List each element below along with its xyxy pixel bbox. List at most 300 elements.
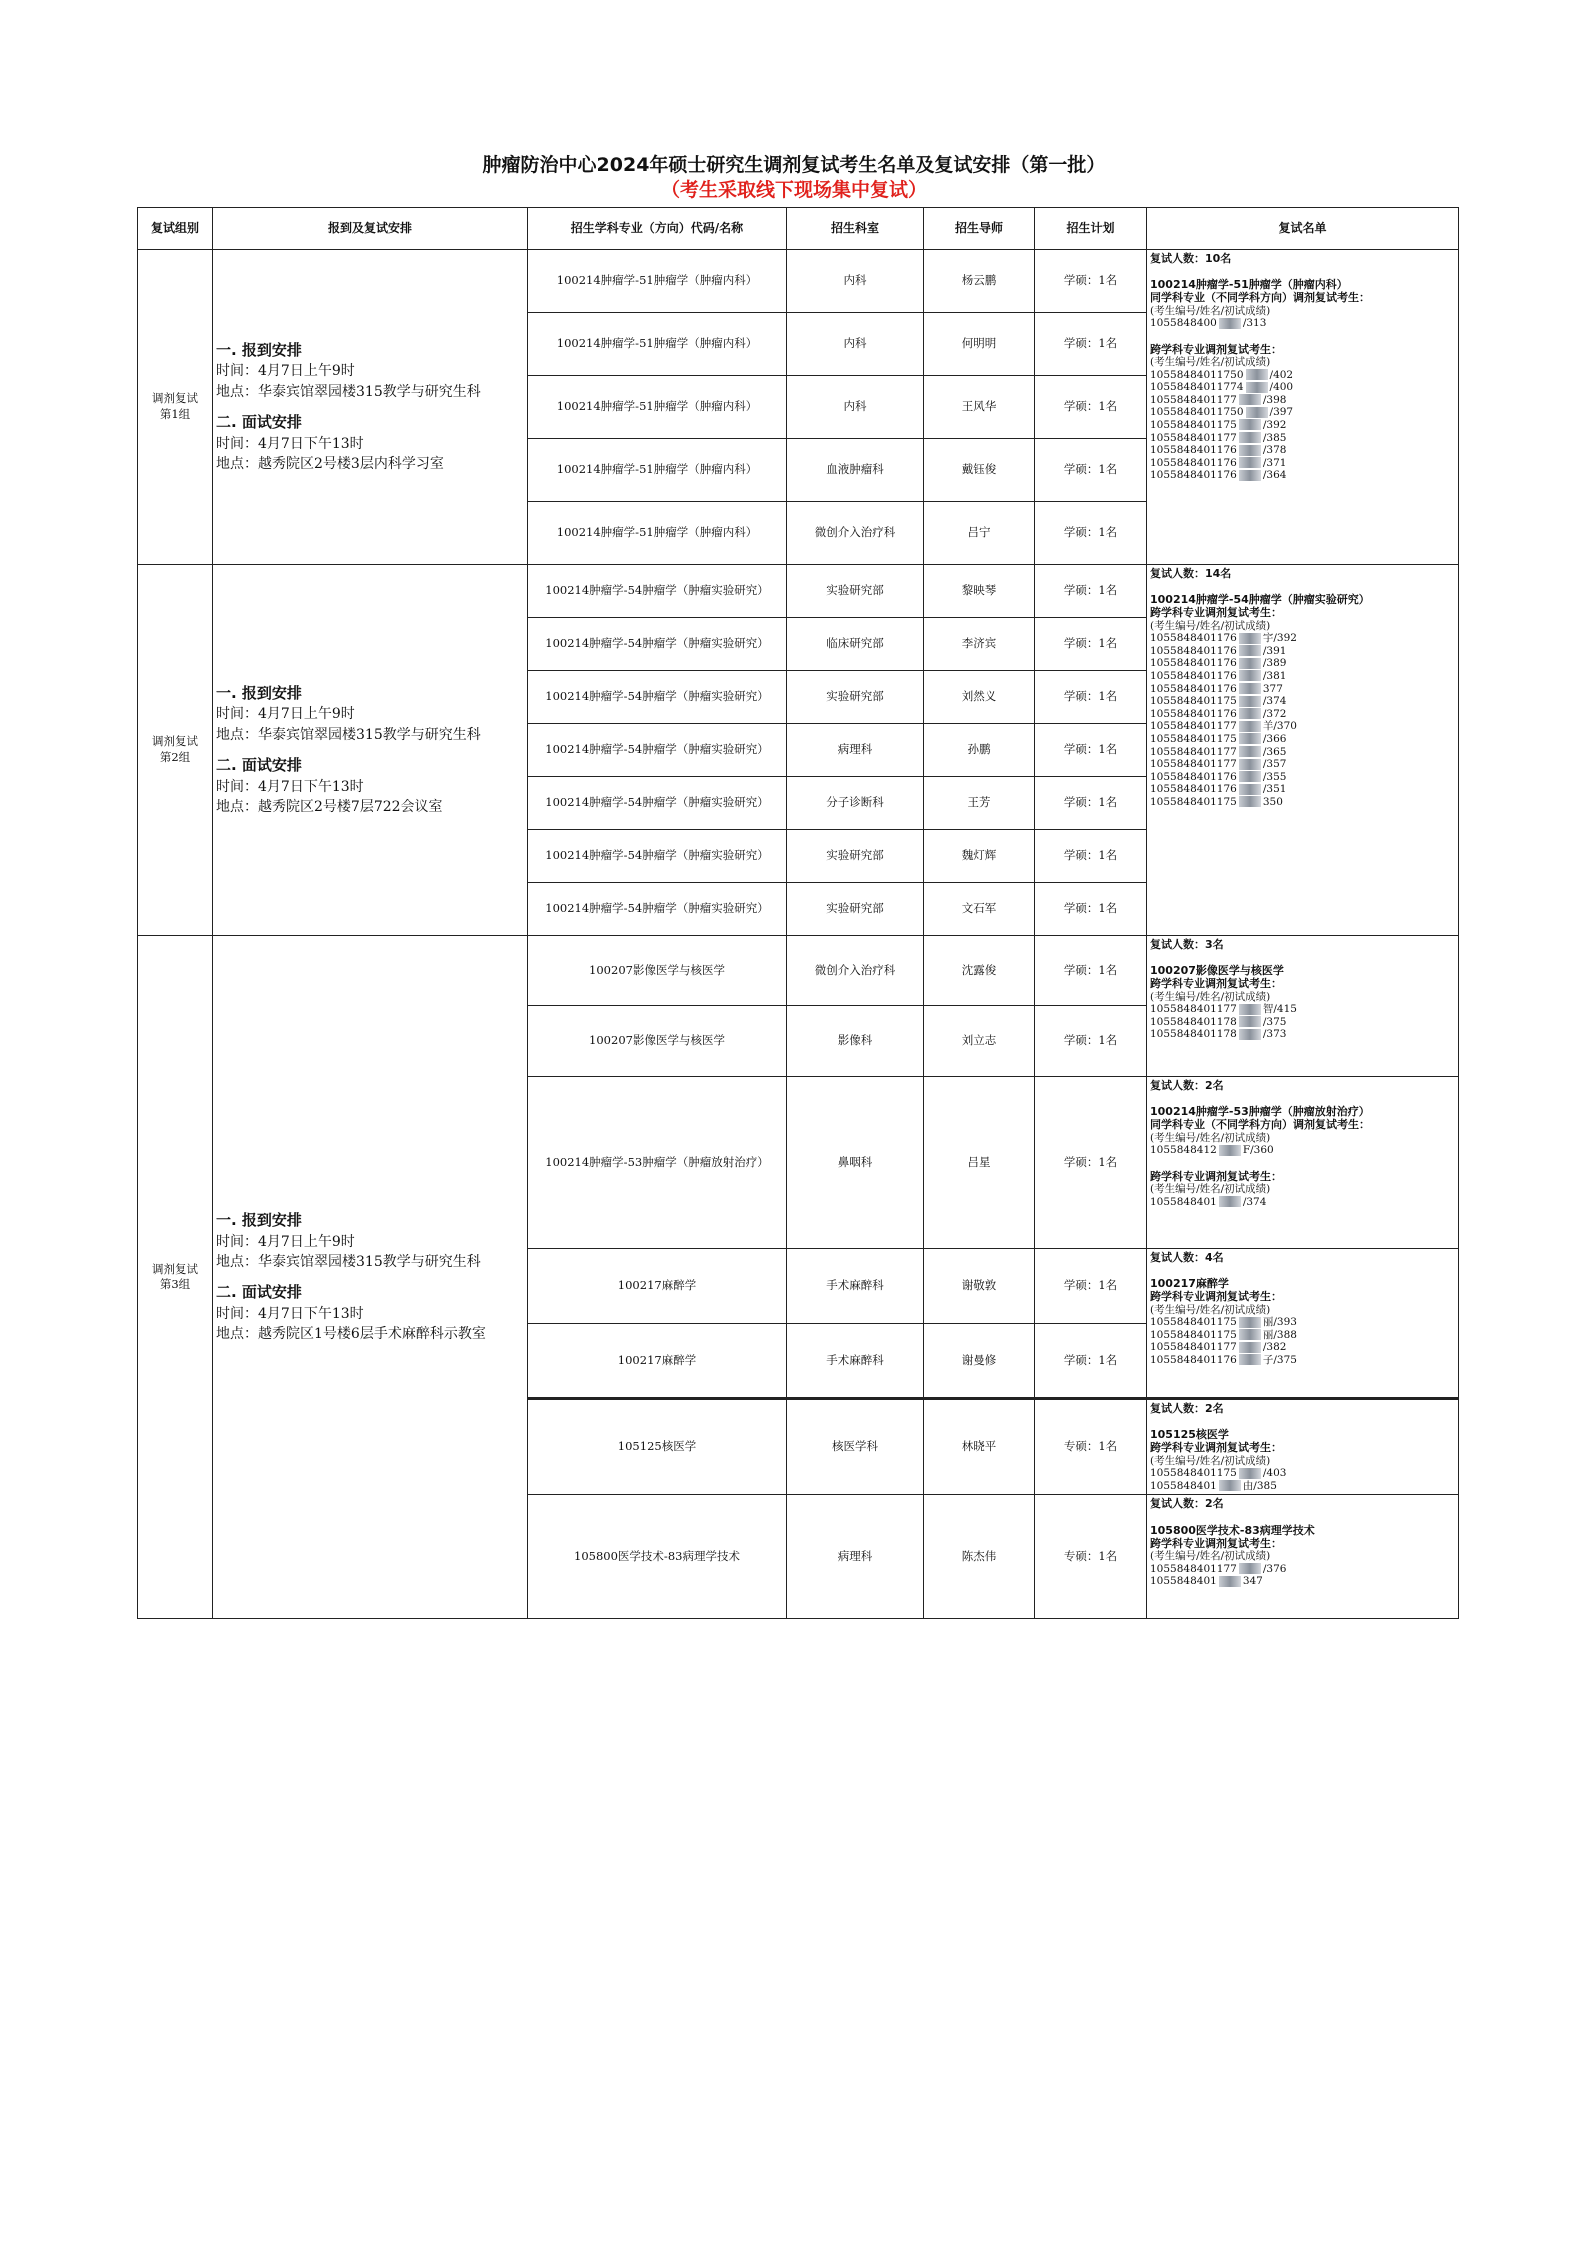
candidate-list: [1147, 565, 1459, 936]
name-redacted: [1239, 721, 1261, 732]
major-cell: 100214肿瘤学-51肿瘤学（肿瘤内科）: [528, 250, 787, 313]
candidate-score: /385: [1262, 431, 1287, 444]
candidate-entry: [1150, 1016, 1455, 1029]
header-row: [138, 208, 1459, 250]
name-redacted: [1239, 394, 1261, 405]
plan-cell: 学硕：1名: [1035, 830, 1147, 883]
name-redacted: [1239, 771, 1261, 782]
candidate-id: 1055848401: [1150, 1479, 1217, 1492]
candidate-score: /365: [1262, 745, 1287, 758]
list-count: 复试人数：4名: [1150, 1251, 1224, 1264]
name-redacted: [1239, 432, 1261, 443]
major-cell: 100217麻醉学: [528, 1324, 787, 1399]
arrangement-t2: 时间：4月7日下午13时: [216, 778, 364, 795]
arrangement-t2: 时间：4月7日下午13时: [216, 1305, 364, 1322]
candidate-score: /382: [1262, 1341, 1287, 1354]
candidate-entry: [1150, 444, 1455, 457]
group-name-line1: 调剂复试: [152, 391, 198, 406]
major-cell: 100214肿瘤学-54肿瘤学（肿瘤实验研究）: [528, 724, 787, 777]
candidate-score: 丽/388: [1262, 1328, 1297, 1341]
name-redacted: [1239, 1468, 1261, 1479]
candidate-score: 宇/392: [1262, 632, 1297, 645]
spacer: [1150, 1092, 1455, 1105]
list-section-title: 跨学科专业调剂复试考生：: [1150, 977, 1282, 991]
candidate-entry: [1150, 457, 1455, 470]
candidate-score: /389: [1262, 657, 1287, 670]
plan-cell: 学硕：1名: [1035, 502, 1147, 565]
arrangement-t1: 时间：4月7日上午9时: [216, 706, 355, 723]
list-section-title: 跨学科专业调剂复试考生：: [1150, 1441, 1282, 1455]
candidate-score: 丽/393: [1262, 1316, 1297, 1329]
candidate-entry: [1150, 1480, 1455, 1493]
candidate-id: 1055848401178: [1150, 1015, 1237, 1028]
plan-cell: 学硕：1名: [1035, 313, 1147, 376]
dept-cell: 临床研究部: [787, 618, 924, 671]
candidate-id: 1055848401176: [1150, 1353, 1237, 1366]
name-redacted: [1239, 658, 1261, 669]
list-major: 100217麻醉学: [1150, 1277, 1229, 1291]
list-format: (考生编号/姓名/初试成绩): [1150, 1131, 1271, 1144]
name-redacted: [1239, 1029, 1261, 1040]
arrangement-cell: [213, 936, 528, 1619]
arrangement-h2: 二. 面试安排: [216, 413, 302, 431]
major-cell: 100214肿瘤学-54肿瘤学（肿瘤实验研究）: [528, 883, 787, 936]
candidate-id: 1055848401: [1150, 1195, 1217, 1208]
name-redacted: [1239, 1342, 1261, 1353]
header-major: 招生学科专业（方向）代码/名称: [528, 208, 787, 250]
group-name-line1: 调剂复试: [152, 734, 198, 749]
candidate-id: 1055848401176: [1150, 783, 1237, 796]
candidate-id: 1055848400: [1150, 317, 1217, 330]
major-cell: 100214肿瘤学-51肿瘤学（肿瘤内科）: [528, 502, 787, 565]
arrangement-p2: 地点：越秀院区1号楼6层手术麻醉科示教室: [216, 1326, 486, 1343]
list-count: 复试人数：2名: [1150, 1079, 1224, 1092]
page-subtitle: （考生采取线下现场集中复试）: [660, 179, 927, 201]
candidate-entry: [1150, 432, 1455, 445]
plan-cell: 学硕：1名: [1035, 724, 1147, 777]
name-redacted: [1239, 645, 1261, 656]
candidate-entry: [1150, 1003, 1455, 1016]
arrangement-p1: 地点：华泰宾馆翠园楼315教学与研究生科: [216, 1253, 481, 1270]
name-redacted: [1219, 1480, 1241, 1491]
plan-cell: 学硕：1名: [1035, 777, 1147, 830]
schedule-table: [137, 207, 1459, 1619]
arrangement-p2: 地点：越秀院区2号楼3层内科学习室: [216, 456, 444, 473]
list-format: (考生编号/姓名/初试成绩): [1150, 1454, 1271, 1467]
tutor-cell: 王芳: [924, 777, 1035, 830]
candidate-score: /364: [1262, 469, 1287, 482]
candidate-id: 1055848401176: [1150, 682, 1237, 695]
dept-cell: 血液肿瘤科: [787, 439, 924, 502]
list-section-title: 跨学科专业调剂复试考生：: [1150, 1536, 1282, 1550]
candidate-id: 10558484011750: [1150, 406, 1244, 419]
tutor-cell: 吕宁: [924, 502, 1035, 565]
candidate-score: /371: [1262, 456, 1287, 469]
list-major: 105800医学技术-83病理学技术: [1150, 1523, 1315, 1537]
candidate-score: /400: [1269, 381, 1294, 394]
page-title: 肿瘤防治中心2024年硕士研究生调剂复试考生名单及复试安排（第一批）: [482, 154, 1106, 176]
candidate-id: 1055848401178: [1150, 1028, 1237, 1041]
major-cell: 100214肿瘤学-54肿瘤学（肿瘤实验研究）: [528, 777, 787, 830]
candidate-score: 377: [1262, 682, 1283, 695]
arrangement-h2: 二. 面试安排: [216, 1283, 302, 1302]
candidate-entry: [1150, 369, 1455, 382]
major-cell: 100214肿瘤学-51肿瘤学（肿瘤内科）: [528, 439, 787, 502]
candidate-id: 1055848401: [1150, 1575, 1217, 1588]
candidate-id: 1055848401177: [1150, 1562, 1237, 1575]
dept-cell: 鼻咽科: [787, 1077, 924, 1249]
candidate-score: /351: [1262, 783, 1287, 796]
candidate-entry: [1150, 1575, 1455, 1588]
candidate-id: 1055848401176: [1150, 456, 1237, 469]
table-row: [138, 565, 1459, 618]
major-cell: 100217麻醉学: [528, 1249, 787, 1324]
arrangement-h1: 一. 报到安排: [216, 340, 302, 359]
candidate-score: /398: [1262, 393, 1287, 406]
tutor-cell: 何明明: [924, 313, 1035, 376]
dept-cell: 分子诊断科: [787, 777, 924, 830]
plan-cell: 学硕：1名: [1035, 565, 1147, 618]
major-cell: 100214肿瘤学-54肿瘤学（肿瘤实验研究）: [528, 565, 787, 618]
dept-cell: 影像科: [787, 1006, 924, 1077]
candidate-score: /355: [1262, 770, 1287, 783]
dept-cell: 实验研究部: [787, 830, 924, 883]
spacer: [1150, 265, 1455, 278]
major-cell: 100214肿瘤学-51肿瘤学（肿瘤内科）: [528, 376, 787, 439]
candidate-entry: [1150, 1028, 1455, 1041]
list-count: 复试人数：14名: [1150, 567, 1232, 580]
candidate-entry: [1150, 1467, 1455, 1480]
list-count: 复试人数：2名: [1150, 1497, 1224, 1511]
name-redacted: [1239, 683, 1261, 694]
plan-cell: 学硕：1名: [1035, 936, 1147, 1006]
candidate-list: [1147, 936, 1459, 1077]
list-format: (考生编号/姓名/初试成绩): [1150, 619, 1271, 632]
group-name-line2: 第2组: [159, 750, 191, 764]
candidate-entry: [1150, 1316, 1455, 1329]
candidate-id: 1055848401175: [1150, 1328, 1237, 1341]
list-major: 100214肿瘤学-54肿瘤学（肿瘤实验研究）: [1150, 593, 1370, 607]
major-cell: 100214肿瘤学-54肿瘤学（肿瘤实验研究）: [528, 618, 787, 671]
plan-cell: 专硕：1名: [1035, 1399, 1147, 1495]
spacer: [1150, 330, 1455, 343]
candidate-id: 1055848401177: [1150, 1003, 1237, 1016]
candidate-score: 由/385: [1242, 1479, 1277, 1492]
major-cell: 100214肿瘤学-54肿瘤学（肿瘤实验研究）: [528, 830, 787, 883]
candidate-id: 10558484011774: [1150, 381, 1244, 394]
list-format: (考生编号/姓名/初试成绩): [1150, 355, 1271, 368]
plan-cell: 专硕：1名: [1035, 1495, 1147, 1619]
tutor-cell: 王风华: [924, 376, 1035, 439]
major-cell: 105800医学技术-83病理学技术: [528, 1495, 787, 1619]
name-redacted: [1239, 784, 1261, 795]
header-list: 复试名单: [1147, 208, 1459, 250]
candidate-entry: [1150, 1329, 1455, 1342]
group-name-line2: 第1组: [159, 407, 191, 421]
table-row: [138, 936, 1459, 1006]
candidate-score: /373: [1262, 1028, 1287, 1041]
candidate-entry: [1150, 796, 1455, 809]
list-major: 100214肿瘤学-53肿瘤学（肿瘤放射治疗）: [1150, 1105, 1370, 1119]
dept-cell: 内科: [787, 250, 924, 313]
candidate-entry: [1150, 1341, 1455, 1354]
name-redacted: [1239, 445, 1261, 456]
candidate-entry: [1150, 381, 1455, 394]
candidate-id: 1055848401176: [1150, 444, 1237, 457]
candidate-entry: [1150, 317, 1455, 330]
list-major: 100214肿瘤学-51肿瘤学（肿瘤内科）: [1150, 278, 1348, 292]
candidate-score: /357: [1262, 758, 1287, 771]
dept-cell: 实验研究部: [787, 671, 924, 724]
dept-cell: 手术麻醉科: [787, 1324, 924, 1399]
list-count: 复试人数：10名: [1150, 252, 1232, 265]
list-major: 100207影像医学与核医学: [1150, 964, 1284, 978]
name-redacted: [1246, 382, 1268, 393]
candidate-id: 1055848401176: [1150, 632, 1237, 645]
spacer: [1150, 580, 1455, 593]
major-cell: 100214肿瘤学-54肿瘤学（肿瘤实验研究）: [528, 671, 787, 724]
candidate-score: /375: [1262, 1015, 1287, 1028]
list-format: (考生编号/姓名/初试成绩): [1150, 304, 1271, 317]
candidate-score: 羊/370: [1262, 720, 1297, 733]
list-section-title: 跨学科专业调剂复试考生：: [1150, 342, 1282, 356]
major-cell: 100214肿瘤学-51肿瘤学（肿瘤内科）: [528, 313, 787, 376]
candidate-id: 1055848401176: [1150, 657, 1237, 670]
arrangement-h1: 一. 报到安排: [216, 683, 302, 702]
list-count: 复试人数：2名: [1150, 1402, 1224, 1415]
dept-cell: 内科: [787, 376, 924, 439]
name-redacted: [1239, 696, 1261, 707]
spacer: [1150, 1511, 1455, 1524]
candidate-score: /392: [1262, 418, 1287, 431]
tutor-cell: 黎映琴: [924, 565, 1035, 618]
candidate-entry: [1150, 1563, 1455, 1576]
list-section-title: 跨学科专业调剂复试考生：: [1150, 1290, 1282, 1304]
name-redacted: [1219, 1145, 1241, 1156]
plan-cell: 学硕：1名: [1035, 618, 1147, 671]
candidate-entry: [1150, 733, 1455, 746]
candidate-entry: [1150, 469, 1455, 482]
name-redacted: [1239, 1329, 1261, 1340]
list-count: 复试人数：3名: [1150, 938, 1224, 951]
tutor-cell: 戴钰俊: [924, 439, 1035, 502]
name-redacted: [1239, 746, 1261, 757]
list-format: (考生编号/姓名/初试成绩): [1150, 990, 1271, 1003]
candidate-entry: [1150, 670, 1455, 683]
group-name: [138, 936, 213, 1619]
candidate-id: 1055848401175: [1150, 795, 1237, 808]
name-redacted: [1239, 1004, 1261, 1015]
candidate-score: /403: [1262, 1467, 1287, 1480]
header-group: 复试组别: [138, 208, 213, 250]
list-section-title: 跨学科专业调剂复试考生：: [1150, 606, 1282, 620]
major-cell: 100207影像医学与核医学: [528, 936, 787, 1006]
candidate-score: /313: [1242, 317, 1267, 330]
candidate-score: /366: [1262, 732, 1287, 745]
candidate-list: [1147, 1077, 1459, 1249]
candidate-score: /378: [1262, 444, 1287, 457]
list-format: (考生编号/姓名/初试成绩): [1150, 1303, 1271, 1316]
list-section-title: 同学科专业（不同学科方向）调剂复试考生：: [1150, 291, 1370, 305]
group-name: [138, 250, 213, 565]
name-redacted: [1219, 1576, 1241, 1587]
plan-cell: 学硕：1名: [1035, 439, 1147, 502]
plan-cell: 学硕：1名: [1035, 671, 1147, 724]
candidate-score: 347: [1242, 1575, 1263, 1588]
name-redacted: [1239, 759, 1261, 770]
name-redacted: [1219, 318, 1241, 329]
arrangement-cell: [213, 250, 528, 565]
candidate-id: 1055848401175: [1150, 1316, 1237, 1329]
arrangement-h2: 二. 面试安排: [216, 756, 302, 774]
tutor-cell: 谢敬敦: [924, 1249, 1035, 1324]
tutor-cell: 沈露俊: [924, 936, 1035, 1006]
plan-cell: 学硕：1名: [1035, 1249, 1147, 1324]
tutor-cell: 刘立志: [924, 1006, 1035, 1077]
name-redacted: [1239, 1354, 1261, 1365]
candidate-score: /376: [1262, 1562, 1287, 1575]
candidate-entry: [1150, 1196, 1455, 1209]
candidate-id: 1055848401175: [1150, 1467, 1237, 1480]
plan-cell: 学硕：1名: [1035, 250, 1147, 313]
name-redacted: [1239, 733, 1261, 744]
group-name: [138, 565, 213, 936]
candidate-entry: [1150, 632, 1455, 645]
dept-cell: 实验研究部: [787, 565, 924, 618]
candidate-list: [1147, 1399, 1459, 1495]
dept-cell: 核医学科: [787, 1399, 924, 1495]
arrangement-p1: 地点：华泰宾馆翠园楼315教学与研究生科: [216, 383, 481, 400]
name-redacted: [1219, 1196, 1241, 1207]
header-plan: 招生计划: [1035, 208, 1147, 250]
name-redacted: [1239, 1563, 1261, 1574]
candidate-id: 1055848401175: [1150, 695, 1237, 708]
candidate-score: /397: [1269, 406, 1294, 419]
arrangement-t1: 时间：4月7日上午9时: [216, 363, 355, 380]
list-section-title: 同学科专业（不同学科方向）调剂复试考生：: [1150, 1118, 1370, 1132]
candidate-id: 1055848401175: [1150, 732, 1237, 745]
candidate-entry: [1150, 683, 1455, 696]
name-redacted: [1239, 470, 1261, 481]
header-dept: 招生科室: [787, 208, 924, 250]
candidate-entry: [1150, 1354, 1455, 1367]
candidate-score: /374: [1262, 695, 1287, 708]
dept-cell: 微创介入治疗科: [787, 502, 924, 565]
candidate-id: 1055848401176: [1150, 669, 1237, 682]
candidate-score: /402: [1269, 368, 1294, 381]
arrangement-t2: 时间：4月7日下午13时: [216, 435, 364, 452]
candidate-entry: [1150, 771, 1455, 784]
candidate-id: 1055848401176: [1150, 469, 1237, 482]
plan-cell: 学硕：1名: [1035, 1006, 1147, 1077]
arrangement-p2: 地点：越秀院区2号楼7层722会议室: [216, 799, 443, 816]
spacer: [1150, 951, 1455, 964]
tutor-cell: 文石军: [924, 883, 1035, 936]
candidate-score: /374: [1242, 1195, 1267, 1208]
candidate-entry: [1150, 419, 1455, 432]
dept-cell: 内科: [787, 313, 924, 376]
candidate-entry: [1150, 657, 1455, 670]
tutor-cell: 魏灯辉: [924, 830, 1035, 883]
tutor-cell: 李济宾: [924, 618, 1035, 671]
candidate-id: 1055848401177: [1150, 758, 1237, 771]
tutor-cell: 吕星: [924, 1077, 1035, 1249]
candidate-id: 1055848401175: [1150, 418, 1237, 431]
name-redacted: [1239, 1016, 1261, 1027]
candidate-entry: [1150, 758, 1455, 771]
list-section-title: 跨学科专业调剂复试考生：: [1150, 1169, 1282, 1183]
candidate-id: 1055848401176: [1150, 707, 1237, 720]
candidate-id: 1055848401176: [1150, 644, 1237, 657]
name-redacted: [1239, 1317, 1261, 1328]
name-redacted: [1239, 708, 1261, 719]
candidate-score: 智/415: [1262, 1003, 1297, 1016]
header-arrangement: 报到及复试安排: [213, 208, 528, 250]
candidate-list: [1147, 1495, 1459, 1619]
name-redacted: [1239, 670, 1261, 681]
candidate-score: /372: [1262, 707, 1287, 720]
candidate-id: 1055848412: [1150, 1144, 1217, 1157]
candidate-id: 1055848401176: [1150, 770, 1237, 783]
table-body: [138, 250, 1459, 1619]
candidate-entry: [1150, 406, 1455, 419]
candidate-id: 1055848401177: [1150, 1341, 1237, 1354]
name-redacted: [1246, 407, 1268, 418]
table-row: [138, 250, 1459, 313]
spacer: [1150, 1415, 1455, 1428]
candidate-entry: [1150, 695, 1455, 708]
candidate-list: [1147, 1249, 1459, 1399]
dept-cell: 病理科: [787, 724, 924, 777]
name-redacted: [1239, 457, 1261, 468]
candidate-id: 1055848401177: [1150, 745, 1237, 758]
candidate-id: 1055848401177: [1150, 431, 1237, 444]
header-tutor: 招生导师: [924, 208, 1035, 250]
candidate-entry: [1150, 708, 1455, 721]
dept-cell: 微创介入治疗科: [787, 936, 924, 1006]
candidate-entry: [1150, 783, 1455, 796]
major-cell: 100207影像医学与核医学: [528, 1006, 787, 1077]
spacer: [1150, 1264, 1455, 1277]
candidate-id: 10558484011750: [1150, 368, 1244, 381]
spacer: [1150, 1157, 1455, 1170]
tutor-cell: 陈杰伟: [924, 1495, 1035, 1619]
group-name-line2: 第3组: [159, 1277, 191, 1292]
name-redacted: [1239, 633, 1261, 644]
tutor-cell: 杨云鹏: [924, 250, 1035, 313]
candidate-score: 子/375: [1262, 1353, 1297, 1366]
name-redacted: [1239, 419, 1261, 430]
candidate-score: /391: [1262, 644, 1287, 657]
candidate-id: 1055848401177: [1150, 720, 1237, 733]
tutor-cell: 刘然义: [924, 671, 1035, 724]
candidate-list: [1147, 250, 1459, 565]
dept-cell: 手术麻醉科: [787, 1249, 924, 1324]
arrangement-h1: 一. 报到安排: [216, 1210, 302, 1229]
tutor-cell: 孙鹏: [924, 724, 1035, 777]
candidate-entry: [1150, 720, 1455, 733]
tutor-cell: 谢曼修: [924, 1324, 1035, 1399]
major-cell: 100214肿瘤学-53肿瘤学（肿瘤放射治疗）: [528, 1077, 787, 1249]
candidate-entry: [1150, 746, 1455, 759]
plan-cell: 学硕：1名: [1035, 376, 1147, 439]
candidate-entry: [1150, 645, 1455, 658]
arrangement-t1: 时间：4月7日上午9时: [216, 1233, 355, 1250]
list-major: 105125核医学: [1150, 1428, 1229, 1442]
major-cell: 105125核医学: [528, 1399, 787, 1495]
group-name-line1: 调剂复试: [152, 1261, 198, 1276]
candidate-score: /381: [1262, 669, 1287, 682]
